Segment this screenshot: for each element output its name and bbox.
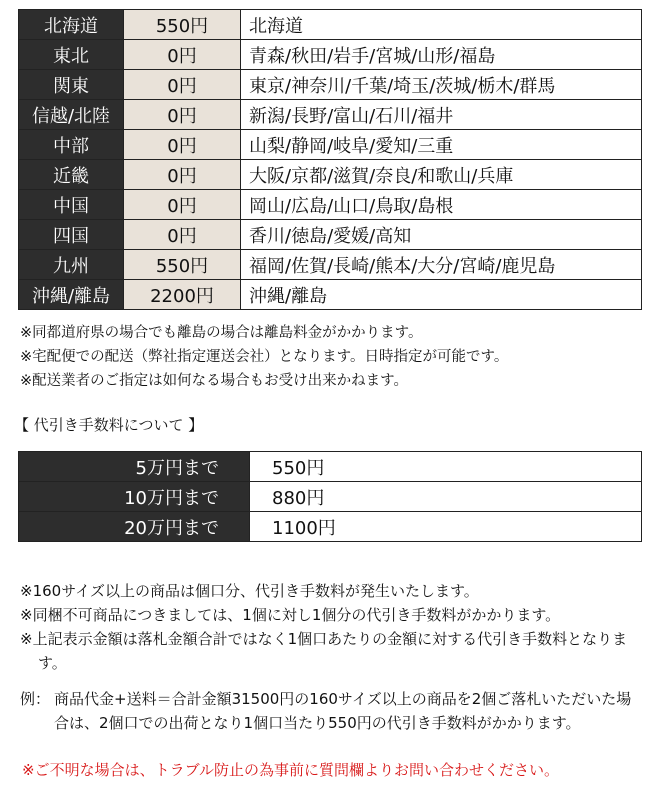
note-line: ※160サイズ以上の商品は個口分、代引き手数料が発生いたします。 — [20, 582, 479, 600]
region-cell: 沖縄/離島 — [19, 280, 124, 310]
shipping-fee-table — [18, 9, 642, 310]
prefectures-cell: 福岡/佐賀/長崎/熊本/大分/宮崎/鹿児島 — [241, 250, 642, 280]
region-cell: 北海道 — [19, 10, 124, 40]
region-cell: 近畿 — [19, 160, 124, 190]
cod-notes — [20, 579, 650, 675]
amount-range-cell: 10万円まで — [19, 482, 250, 512]
prefectures-cell: 沖縄/離島 — [241, 280, 642, 310]
fee-cell: 1100円 — [250, 512, 642, 542]
cod-section-title: 【 代引き手数料について 】 — [14, 416, 204, 434]
prefectures-cell: 山梨/静岡/岐阜/愛知/三重 — [241, 130, 642, 160]
table-row — [19, 70, 642, 100]
table-row — [19, 160, 642, 190]
table-row — [19, 280, 642, 310]
shipping-notes — [20, 321, 650, 393]
region-cell: 四国 — [19, 220, 124, 250]
price-cell: 2200円 — [124, 280, 241, 310]
cod-fee-table — [18, 451, 642, 542]
prefectures-cell: 東京/神奈川/千葉/埼玉/茨城/栃木/群馬 — [241, 70, 642, 100]
table-row — [19, 250, 642, 280]
fee-cell: 550円 — [250, 452, 642, 482]
amount-range-cell: 20万円まで — [19, 512, 250, 542]
example-label: 例： — [20, 690, 51, 708]
price-cell: 0円 — [124, 220, 241, 250]
table-row — [19, 100, 642, 130]
table-row — [19, 220, 642, 250]
table-row — [19, 482, 642, 512]
region-cell: 東北 — [19, 40, 124, 70]
note-line: ※同都道府県の場合でも離島の場合は離島料金がかかります。 — [20, 325, 423, 341]
prefectures-cell: 青森/秋田/岩手/宮城/山形/福島 — [241, 40, 642, 70]
region-cell: 中部 — [19, 130, 124, 160]
table-row — [19, 40, 642, 70]
prefectures-cell: 新潟/長野/富山/石川/福井 — [241, 100, 642, 130]
example-block — [20, 687, 640, 735]
region-cell: 関東 — [19, 70, 124, 100]
price-cell: 0円 — [124, 130, 241, 160]
note-line: ※宅配便での配送（弊社指定運送会社）となります。日時指定が可能です。 — [20, 349, 509, 365]
price-cell: 0円 — [124, 100, 241, 130]
price-cell: 0円 — [124, 160, 241, 190]
region-cell: 信越/北陸 — [19, 100, 124, 130]
prefectures-cell: 北海道 — [241, 10, 642, 40]
warning-notice: ※ご不明な場合は、トラブル防止の為事前に質問欄よりお問い合わせください。 — [22, 761, 559, 779]
table-row — [19, 10, 642, 40]
table-row — [19, 130, 642, 160]
table-row — [19, 190, 642, 220]
note-line: ※配送業者のご指定は如何なる場合もお受け出来かねます。 — [20, 373, 408, 389]
table-row — [19, 512, 642, 542]
note-line: ※同梱不可商品につきましては、1個に対し1個分の代引き手数料がかかります。 — [20, 606, 561, 624]
prefectures-cell: 香川/徳島/愛媛/高知 — [241, 220, 642, 250]
region-cell: 中国 — [19, 190, 124, 220]
table-row — [19, 452, 642, 482]
price-cell: 550円 — [124, 250, 241, 280]
price-cell: 0円 — [124, 70, 241, 100]
price-cell: 0円 — [124, 40, 241, 70]
amount-range-cell: 5万円まで — [19, 452, 250, 482]
price-cell: 0円 — [124, 190, 241, 220]
prefectures-cell: 大阪/京都/滋賀/奈良/和歌山/兵庫 — [241, 160, 642, 190]
region-cell: 九州 — [19, 250, 124, 280]
prefectures-cell: 岡山/広島/山口/鳥取/島根 — [241, 190, 642, 220]
note-line: ※上記表示金額は落札金額合計ではなく1個口あたりの金額に対する代引き手数料となります。 — [20, 630, 628, 672]
price-cell: 550円 — [124, 10, 241, 40]
fee-cell: 880円 — [250, 482, 642, 512]
example-text: 商品代金+送料＝合計金額31500円の160サイズ以上の商品を2個ご落札いただいた場合は、2個口での出荷となり1個口当たり550円の代引き手数料がかかります。 — [54, 690, 632, 732]
